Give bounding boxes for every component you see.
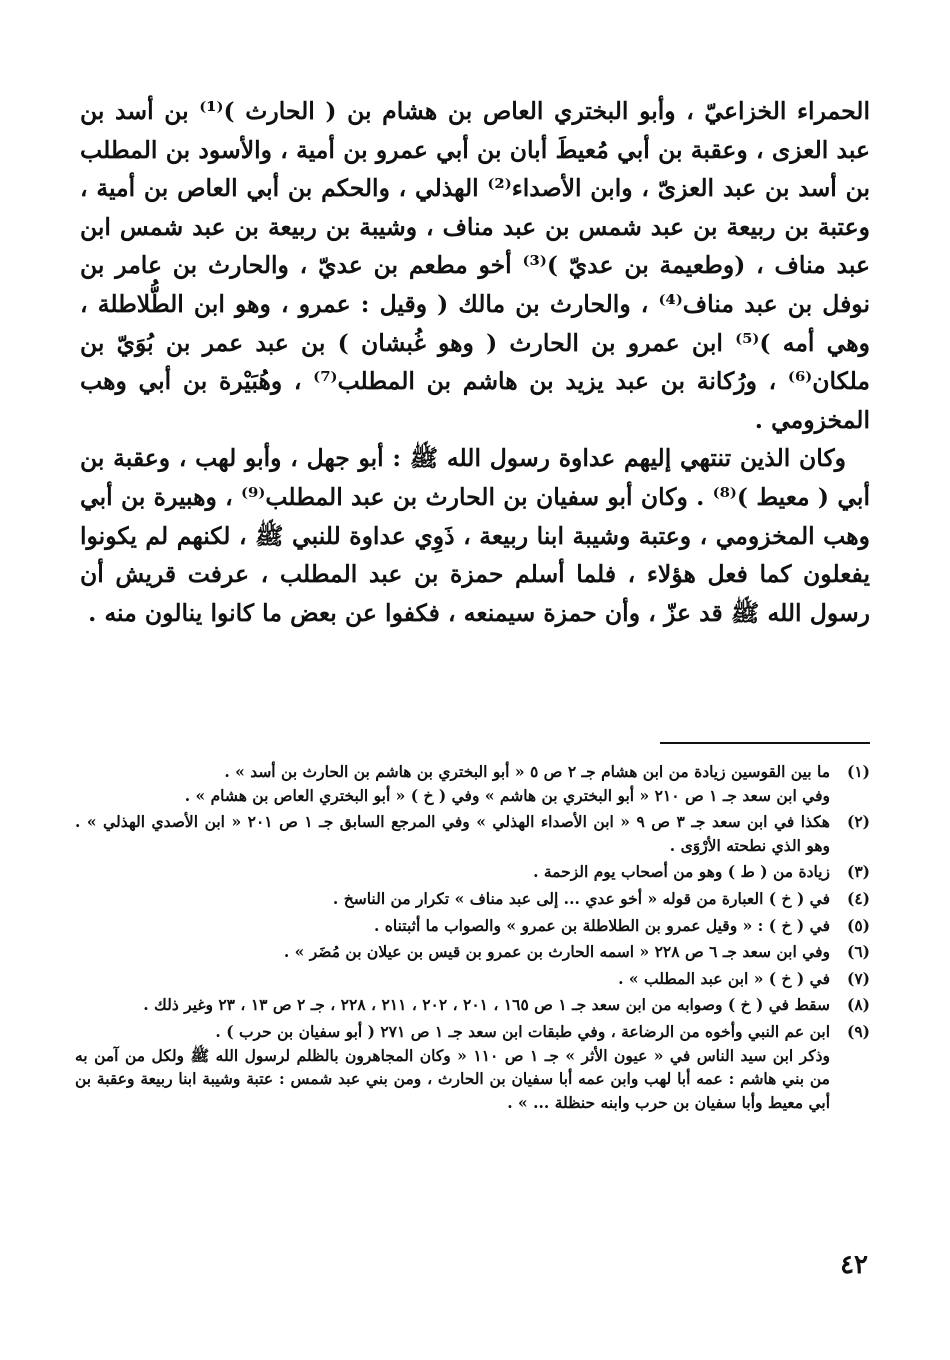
footnote-number: (٤) [846, 888, 870, 908]
footnote-line: زيادة من ( ط ) وهو من أصحاب يوم الزحمة . [533, 862, 830, 882]
footnote-2 [75, 810, 870, 857]
footnote-text [75, 940, 830, 964]
footnote-7 [75, 967, 870, 991]
footnote-line: في ( خ ) العبارة من قوله « أخو عدي ... إلى عبد مناف » تكرار من الناسخ . [332, 888, 830, 908]
footnote-text [75, 993, 830, 1017]
footnote-line: وفي ابن سعد جـ ٦ ص ٢٢٨ « اسمه الحارث بن عمرو بن قيس بن عيلان بن مُضَر » . [283, 942, 830, 962]
footnote-number: (٩) [846, 1021, 870, 1041]
footnote-text [75, 760, 830, 807]
footnote-separator [660, 742, 870, 744]
footnote-text [75, 810, 830, 857]
footnote-number: (٢) [846, 812, 870, 832]
footnote-4 [75, 887, 870, 911]
footnote-line: ابن عم النبي وأخوه من الرضاعة ، وفي طبقات ابن سعد جـ ١ ص ٢٧١ ( أبو سفيان بن حرب ) . [215, 1021, 830, 1041]
footnote-text [75, 860, 830, 884]
footnote-number: (٣) [846, 862, 870, 882]
footnote-3 [75, 860, 870, 884]
footnote-line: سقط في ( خ ) وصوابه من ابن سعد جـ ١ ص ١٦٥ ، ٢٠١ ، ٢٠٢ ، ٢١١ ، ٢٢٨ ، جـ ٢ ص ١٣ ، ٢٣ وغير ذلك . [143, 995, 830, 1015]
footnote-1 [75, 760, 870, 807]
footnote-number: (٥) [846, 915, 870, 935]
footnote-line: هكذا في ابن سعد جـ ٣ ص ٩ « ابن الأصداء الهذلي » وفي المرجع السابق جـ ١ ص ٢٠١ « ابن الأصدي الهذلي » . وهو الذي نطحته الأرْوَى . [75, 812, 830, 855]
footnote-line: ما بين القوسين زيادة من ابن هشام جـ ٢ ص ٥ « أبو البختري بن هاشم بن الحارث بن أسد » . [224, 762, 830, 781]
footnote-text [75, 914, 830, 938]
footnote-line: في ( خ ) : « وقيل عمرو بن الطلاطلة بن عمرو » والصواب ما أثبتناه . [373, 915, 830, 935]
footnote-line: وفي ابن سعد جـ ١ ص ٢١٠ « أبو البختري بن هاشم » وفي ( خ ) « أبو البختري العاص بن هشام » . [184, 785, 830, 805]
footnote-9 [75, 1020, 870, 1114]
footnote-number: (٦) [846, 942, 870, 962]
footnote-line: وذكر ابن سيد الناس في « عيون الأثر » جـ ١ ص ١١٠ « وكان المجاهرون بالظلم لرسول الله ﷺ ولكل من آمن به من بني هاشم : عمه أبا لهب وابن عمه أبا سفيان بن الحارث ، ومن بني عبد شمس : عتبة وشيبة ابنا ربيعة وعقبة بن أبي معيط وأبا سفيان بن حرب وابنه حنظلة ... » . [75, 1045, 830, 1112]
footnote-number: (١) [846, 762, 870, 781]
footnote-number: (٨) [846, 995, 870, 1015]
footnote-text [75, 967, 830, 991]
page-number: ٤٢ [840, 1250, 868, 1280]
footnote-8 [75, 993, 870, 1017]
footnote-number: (٧) [846, 968, 870, 988]
footnote-text [75, 1020, 830, 1114]
footnote-line: في ( خ ) « ابن عبد المطلب » . [618, 968, 830, 988]
main-text [80, 92, 870, 632]
paragraph-1: الحمراء الخزاعيّ ، وأبو البختري العاص بن هشام بن ( الحارث )⁽¹⁾ بن أسد بن عبد العزى ، وعقبة بن أبي مُعيطَ أبان بن أبي عمرو بن أمية ، والأسود بن المطلب بن أسد بن عبد العزىّ ، وابن الأصداء⁽²⁾ الهذلي ، والحكم بن أبي العاص بن أمية ، وعتبة بن ربيعة بن عبد شمس بن عبد مناف ، وشيبة بن ربيعة بن عبد شمس ابن عبد مناف ، (وطعيمة بن عديّ )⁽³⁾ أخو مطعم بن عديّ ، والحارث بن عامر بن نوفل بن عبد مناف⁽⁴⁾ ، والحارث بن مالك ( وقيل : عمرو ، وهو ابن الطُّلاطلة ، وهي أمه )⁽⁵⁾ ابن عمرو بن الحارث ( وهو غُبشان ) بن عبد عمر بن بُوَيّ بن ملكان⁽⁶⁾ ، ورُكانة بن عبد يزيد بن هاشم بن المطلب⁽⁷⁾ ، وهُبَيْرة بن أبي وهب المخزومي . [80, 97, 871, 434]
paragraph-2: وكان الذين تنتهي إليهم عداوة رسول الله ﷺ : أبو جهل ، وأبو لهب ، وعقبة بن أبي ( معيط )⁽⁸⁾ . وكان أبو سفيان بن الحارث بن عبد المطلب⁽⁹⁾ ، وهبيرة بن أبي وهب المخزومي ، وعتبة وشيبة ابنا ربيعة ، ذَوِي عداوة للنبي ﷺ ، لكنهم لم يكونوا يفعلون كما فعل هؤلاء ، فلما أسلم حمزة بن عبد المطلب ، عرفت قريش أن رسول الله ﷺ قد عزّ ، وأن حمزة سيمنعه ، فكفوا عن بعض ما كانوا ينالون منه . [80, 444, 870, 627]
footnote-6 [75, 940, 870, 964]
footnote-text [75, 887, 830, 911]
footnotes [75, 760, 870, 1117]
footnote-5 [75, 914, 870, 938]
